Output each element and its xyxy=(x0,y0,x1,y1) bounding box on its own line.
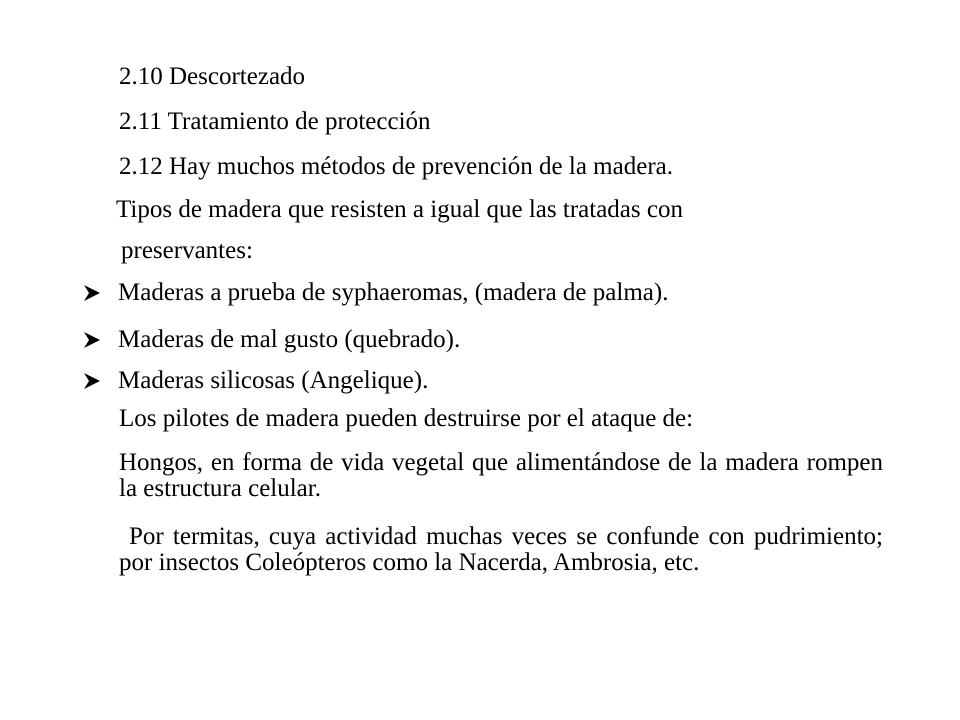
arrowhead-bullet-icon xyxy=(82,330,102,350)
termitas-paragraph: Por termitas, cuya actividad muchas veces se confunde con pudrimiento; por insectos Coleópteros como la Nacerda, Ambrosia, etc. xyxy=(119,523,883,576)
arrowhead-bullet-icon xyxy=(82,283,102,303)
heading-descortezado: 2.10 Descortezado xyxy=(119,63,306,90)
bullet-text-3: Maderas silicosas (Angelique). xyxy=(118,367,429,394)
bullet-item-1 xyxy=(82,278,668,308)
bullet-item-3 xyxy=(82,366,428,396)
bullet-text-2: Maderas de mal gusto (quebrado). xyxy=(118,326,461,353)
arrowhead-bullet-icon xyxy=(82,371,102,391)
tipos-line-1: Tipos de madera que resisten a igual que las tratadas con xyxy=(116,196,683,223)
bullet-item-2 xyxy=(82,325,460,355)
pilotes-line: Los pilotes de madera pueden destruirse por el ataque de: xyxy=(119,405,694,432)
hongos-paragraph: Hongos, en forma de vida vegetal que alimentándose de la madera rompen la estructura celular. xyxy=(119,449,883,502)
tipos-line-2: preservantes: xyxy=(121,237,253,264)
bullet-text-1: Maderas a prueba de syphaeromas, (madera de palma). xyxy=(118,279,669,306)
heading-metodos: 2.12 Hay muchos métodos de prevención de la madera. xyxy=(119,153,673,180)
heading-tratamiento: 2.11 Tratamiento de protección xyxy=(119,108,431,135)
